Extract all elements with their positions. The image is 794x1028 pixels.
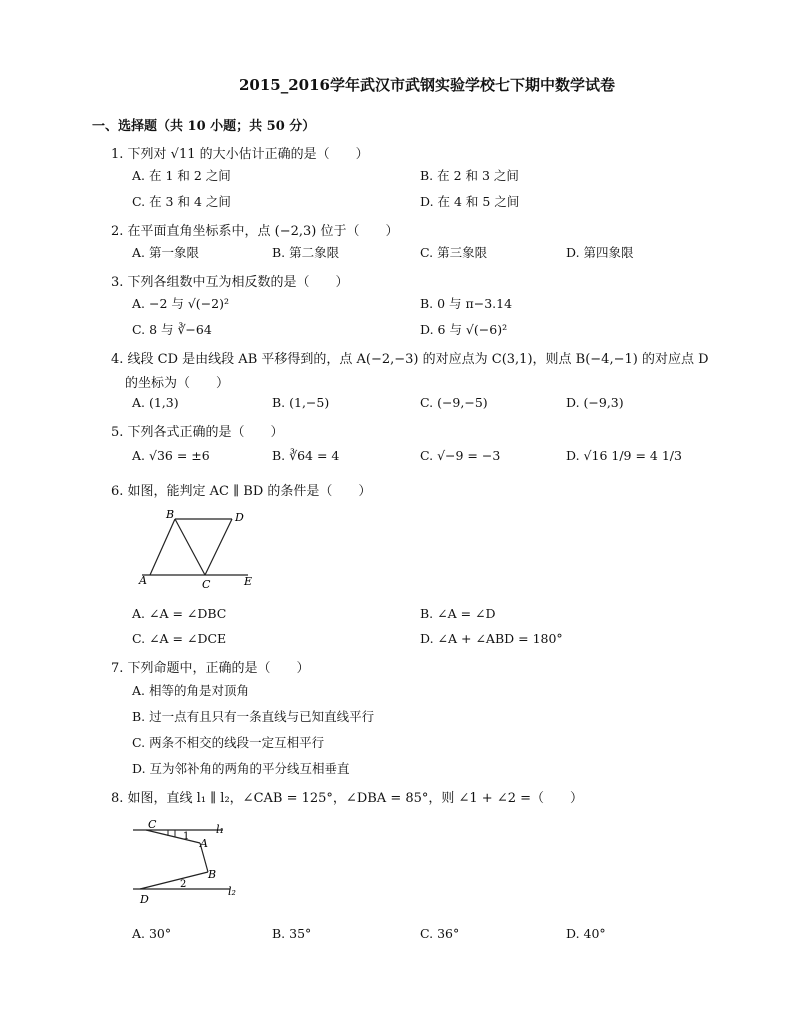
q1-option-a: A. 在 1 和 2 之间 xyxy=(132,168,231,183)
label-C: C xyxy=(148,818,157,831)
q8-option-d: D. 40° xyxy=(566,926,606,941)
q8-option-a: A. 30° xyxy=(132,926,172,941)
label-1: 1 xyxy=(183,831,190,842)
q3-option-b: B. 0 与 π−3.14 xyxy=(420,296,513,311)
q4-option-c: C. (−9,−5) xyxy=(420,395,488,410)
q5-option-a: A. √36 = ±6 xyxy=(132,448,210,463)
q1-option-b: B. 在 2 和 3 之间 xyxy=(420,168,519,183)
figure-q8 xyxy=(128,815,248,910)
q4-option-a: A. (1,3) xyxy=(132,395,179,410)
label-l1: l₁ xyxy=(216,823,224,836)
label-E: E xyxy=(244,575,253,588)
question-4-stem: 4. 线段 CD 是由线段 AB 平移得到的，点 A(−2,−3) 的对应点为 C(3,1)，则点 B(−4,−1) 的对应点 D xyxy=(111,352,709,367)
label-B: B xyxy=(208,868,217,881)
q2-option-c: C. 第三象限 xyxy=(420,245,488,260)
question-5-stem: 5. 下列各式正确的是（ ） xyxy=(111,425,284,440)
q4-option-d: D. (−9,3) xyxy=(566,395,624,410)
q1-option-c: C. 在 3 和 4 之间 xyxy=(132,194,231,209)
label-C: C xyxy=(202,578,211,590)
q8-option-b: B. 35° xyxy=(272,926,312,941)
label-D: D xyxy=(235,511,244,524)
label-l2: l₂ xyxy=(228,885,236,898)
question-3-stem: 3. 下列各组数中互为相反数的是（ ） xyxy=(111,275,349,290)
question-4-stem-continued: 的坐标为（ ） xyxy=(125,376,230,391)
q1-option-d: D. 在 4 和 5 之间 xyxy=(420,194,520,209)
q7-option-c: C. 两条不相交的线段一定互相平行 xyxy=(132,735,325,750)
label-A: A xyxy=(200,837,208,850)
q6-option-c: C. ∠A = ∠DCE xyxy=(132,631,227,646)
q3-option-a: A. −2 与 √(−2)² xyxy=(132,296,230,311)
q4-option-b: B. (1,−5) xyxy=(272,395,330,410)
question-1-stem: 1. 下列对 √11 的大小估计正确的是（ ） xyxy=(111,147,369,162)
question-8-stem: 8. 如图，直线 l₁ ∥ l₂，∠CAB = 125°，∠DBA = 85°，则 ∠1 + ∠2 =（ ） xyxy=(111,791,584,806)
label-A: A xyxy=(139,574,147,587)
q2-option-b: B. 第二象限 xyxy=(272,245,340,260)
q2-option-a: A. 第一象限 xyxy=(132,245,199,260)
q3-option-c: C. 8 与 ∛−64 xyxy=(132,322,212,337)
question-2-stem: 2. 在平面直角坐标系中，点 (−2,3) 位于（ ） xyxy=(111,224,399,239)
question-6-stem: 6. 如图，能判定 AC ∥ BD 的条件是（ ） xyxy=(111,484,372,499)
q6-option-a: A. ∠A = ∠DBC xyxy=(132,606,227,621)
q7-option-a: A. 相等的角是对顶角 xyxy=(132,683,249,698)
q3-option-d: D. 6 与 √(−6)² xyxy=(420,322,508,337)
section-heading: 一、选择题（共 10 小题；共 50 分） xyxy=(92,119,316,134)
exam-title: 2015_2016学年武汉市武钢实验学校七下期中数学试卷 xyxy=(239,76,615,94)
q5-option-d: D. √16 1/9 = 4 1/3 xyxy=(566,448,682,463)
q7-option-d: D. 互为邻补角的两角的平分线互相垂直 xyxy=(132,761,350,776)
label-B: B xyxy=(166,508,175,521)
label-D: D xyxy=(140,893,149,906)
q5-option-c: C. √−9 = −3 xyxy=(420,448,501,463)
q5-option-b: B. ∛64 = 4 xyxy=(272,448,340,463)
q7-option-b: B. 过一点有且只有一条直线与已知直线平行 xyxy=(132,709,375,724)
q6-option-d: D. ∠A + ∠ABD = 180° xyxy=(420,631,563,646)
q6-option-b: B. ∠A = ∠D xyxy=(420,606,496,621)
label-2: 2 xyxy=(180,879,187,890)
figure-q6 xyxy=(130,505,270,590)
q8-option-c: C. 36° xyxy=(420,926,460,941)
q2-option-d: D. 第四象限 xyxy=(566,245,634,260)
question-7-stem: 7. 下列命题中，正确的是（ ） xyxy=(111,661,310,676)
